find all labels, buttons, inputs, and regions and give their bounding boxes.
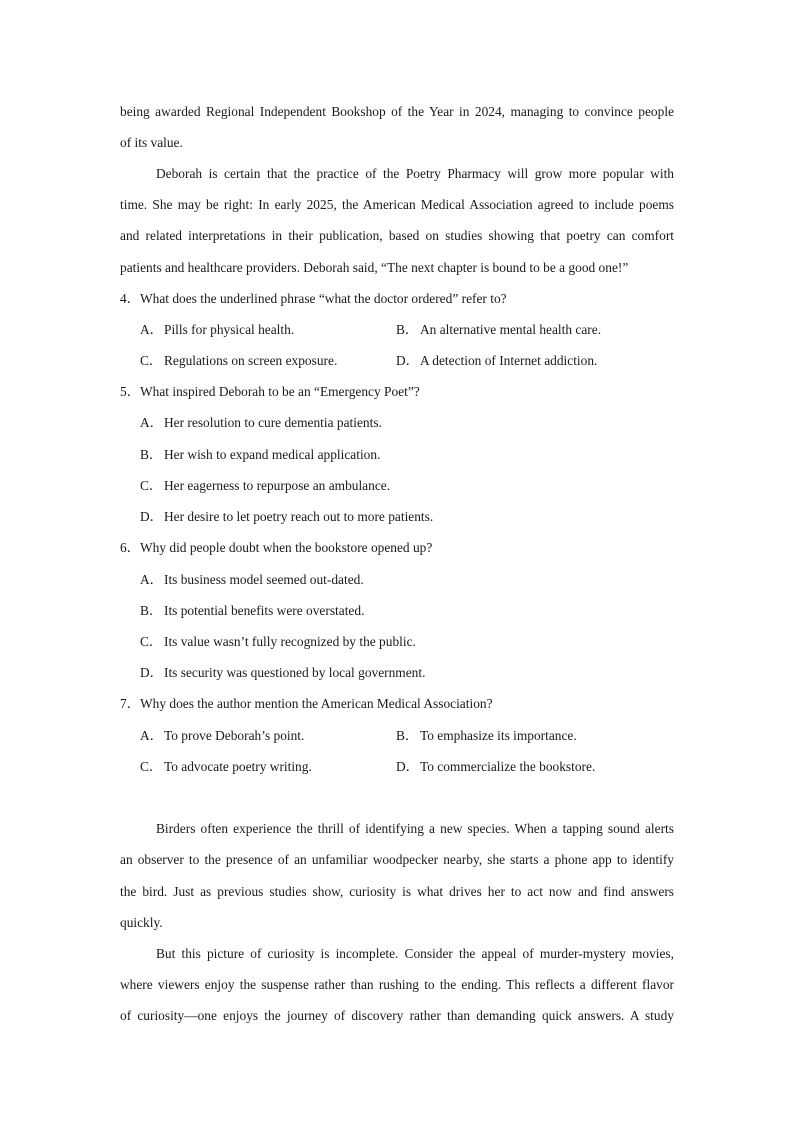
q7-option-a bbox=[140, 728, 304, 744]
passage1-line-5: and related interpretations in their publication, based on studies showing that poetry can comfort bbox=[120, 228, 674, 243]
option-text: Her wish to expand medical application. bbox=[164, 447, 381, 462]
q4-option-c bbox=[140, 353, 337, 369]
option-letter: D． bbox=[140, 509, 164, 524]
question-number: 6． bbox=[120, 540, 141, 555]
option-letter: D． bbox=[396, 759, 420, 774]
passage2-line-3: the bird. Just as previous studies show, curiosity is what drives her to act now and find answers bbox=[120, 884, 674, 899]
question-text: What inspired Deborah to be an “Emergency Poet”? bbox=[140, 384, 420, 399]
option-letter: A． bbox=[140, 322, 164, 337]
question-number: 7． bbox=[120, 696, 141, 711]
option-letter: A． bbox=[140, 572, 164, 587]
question-text: Why does the author mention the American Medical Association? bbox=[140, 696, 493, 711]
option-text: A detection of Internet addiction. bbox=[420, 353, 598, 368]
q4-option-a bbox=[140, 322, 294, 338]
option-text: Her eagerness to repurpose an ambulance. bbox=[164, 478, 391, 493]
passage1-line-1: being awarded Regional Independent Bookshop of the Year in 2024, managing to convince people bbox=[120, 104, 674, 119]
option-letter: A． bbox=[140, 415, 164, 430]
question-4 bbox=[120, 291, 507, 307]
passage1-line-2: of its value. bbox=[120, 135, 183, 150]
option-letter: D． bbox=[396, 353, 420, 368]
passage2-line-1: Birders often experience the thrill of identifying a new species. When a tapping sound alerts bbox=[156, 821, 674, 836]
passage2-line-5: But this picture of curiosity is incomplete. Consider the appeal of murder-mystery movies, bbox=[156, 946, 674, 961]
question-text: Why did people doubt when the bookstore opened up? bbox=[140, 540, 433, 555]
q7-option-d bbox=[396, 759, 595, 775]
question-5 bbox=[120, 384, 420, 400]
q5-option-a bbox=[140, 415, 382, 431]
passage1-line-4: time. She may be right: In early 2025, the American Medical Association agreed to include poems bbox=[120, 197, 674, 212]
question-number: 5． bbox=[120, 384, 141, 399]
option-text: Her desire to let poetry reach out to more patients. bbox=[164, 509, 434, 524]
option-letter: C． bbox=[140, 478, 163, 493]
question-7 bbox=[120, 696, 493, 712]
q6-option-b bbox=[140, 603, 364, 619]
q6-option-d bbox=[140, 665, 425, 681]
option-text: Its security was questioned by local government. bbox=[164, 665, 426, 680]
question-6 bbox=[120, 540, 432, 556]
passage2-line-4: quickly. bbox=[120, 915, 163, 930]
passage1-line-6: patients and healthcare providers. Deborah said, “The next chapter is bound to be a good one!” bbox=[120, 260, 629, 275]
option-text: To emphasize its importance. bbox=[420, 728, 577, 743]
option-letter: B． bbox=[396, 322, 419, 337]
passage1-line-3: Deborah is certain that the practice of the Poetry Pharmacy will grow more popular with bbox=[156, 166, 674, 181]
option-letter: B． bbox=[140, 603, 163, 618]
q6-option-a bbox=[140, 572, 364, 588]
option-text: Regulations on screen exposure. bbox=[164, 353, 338, 368]
q5-option-d bbox=[140, 509, 433, 525]
option-text: Pills for physical health. bbox=[164, 322, 295, 337]
option-text: Its value wasn’t fully recognized by the public. bbox=[164, 634, 416, 649]
passage2-line-2: an observer to the presence of an unfamiliar woodpecker nearby, she starts a phone app to identify bbox=[120, 852, 674, 867]
option-letter: D． bbox=[140, 665, 164, 680]
question-text: What does the underlined phrase “what the doctor ordered” refer to? bbox=[140, 291, 507, 306]
q7-option-c bbox=[140, 759, 312, 775]
option-letter: B． bbox=[396, 728, 419, 743]
question-number: 4． bbox=[120, 291, 141, 306]
option-letter: C． bbox=[140, 634, 163, 649]
q4-option-d bbox=[396, 353, 597, 369]
option-text: Its potential benefits were overstated. bbox=[164, 603, 365, 618]
option-text: To prove Deborah’s point. bbox=[164, 728, 305, 743]
q4-option-b bbox=[396, 322, 601, 338]
q5-option-b bbox=[140, 447, 380, 463]
q7-option-b bbox=[396, 728, 577, 744]
passage2-line-6: where viewers enjoy the suspense rather than rushing to the ending. This reflects a different flavor bbox=[120, 977, 674, 992]
option-letter: C． bbox=[140, 353, 163, 368]
option-text: Her resolution to cure dementia patients. bbox=[164, 415, 382, 430]
passage2-line-7: of curiosity—one enjoys the journey of discovery rather than demanding quick answers. A study bbox=[120, 1008, 674, 1023]
q5-option-c bbox=[140, 478, 390, 494]
option-letter: A． bbox=[140, 728, 164, 743]
option-text: To commercialize the bookstore. bbox=[420, 759, 596, 774]
q6-option-c bbox=[140, 634, 416, 650]
option-text: An alternative mental health care. bbox=[420, 322, 602, 337]
option-letter: B． bbox=[140, 447, 163, 462]
option-letter: C． bbox=[140, 759, 163, 774]
option-text: To advocate poetry writing. bbox=[164, 759, 312, 774]
option-text: Its business model seemed out-dated. bbox=[164, 572, 364, 587]
